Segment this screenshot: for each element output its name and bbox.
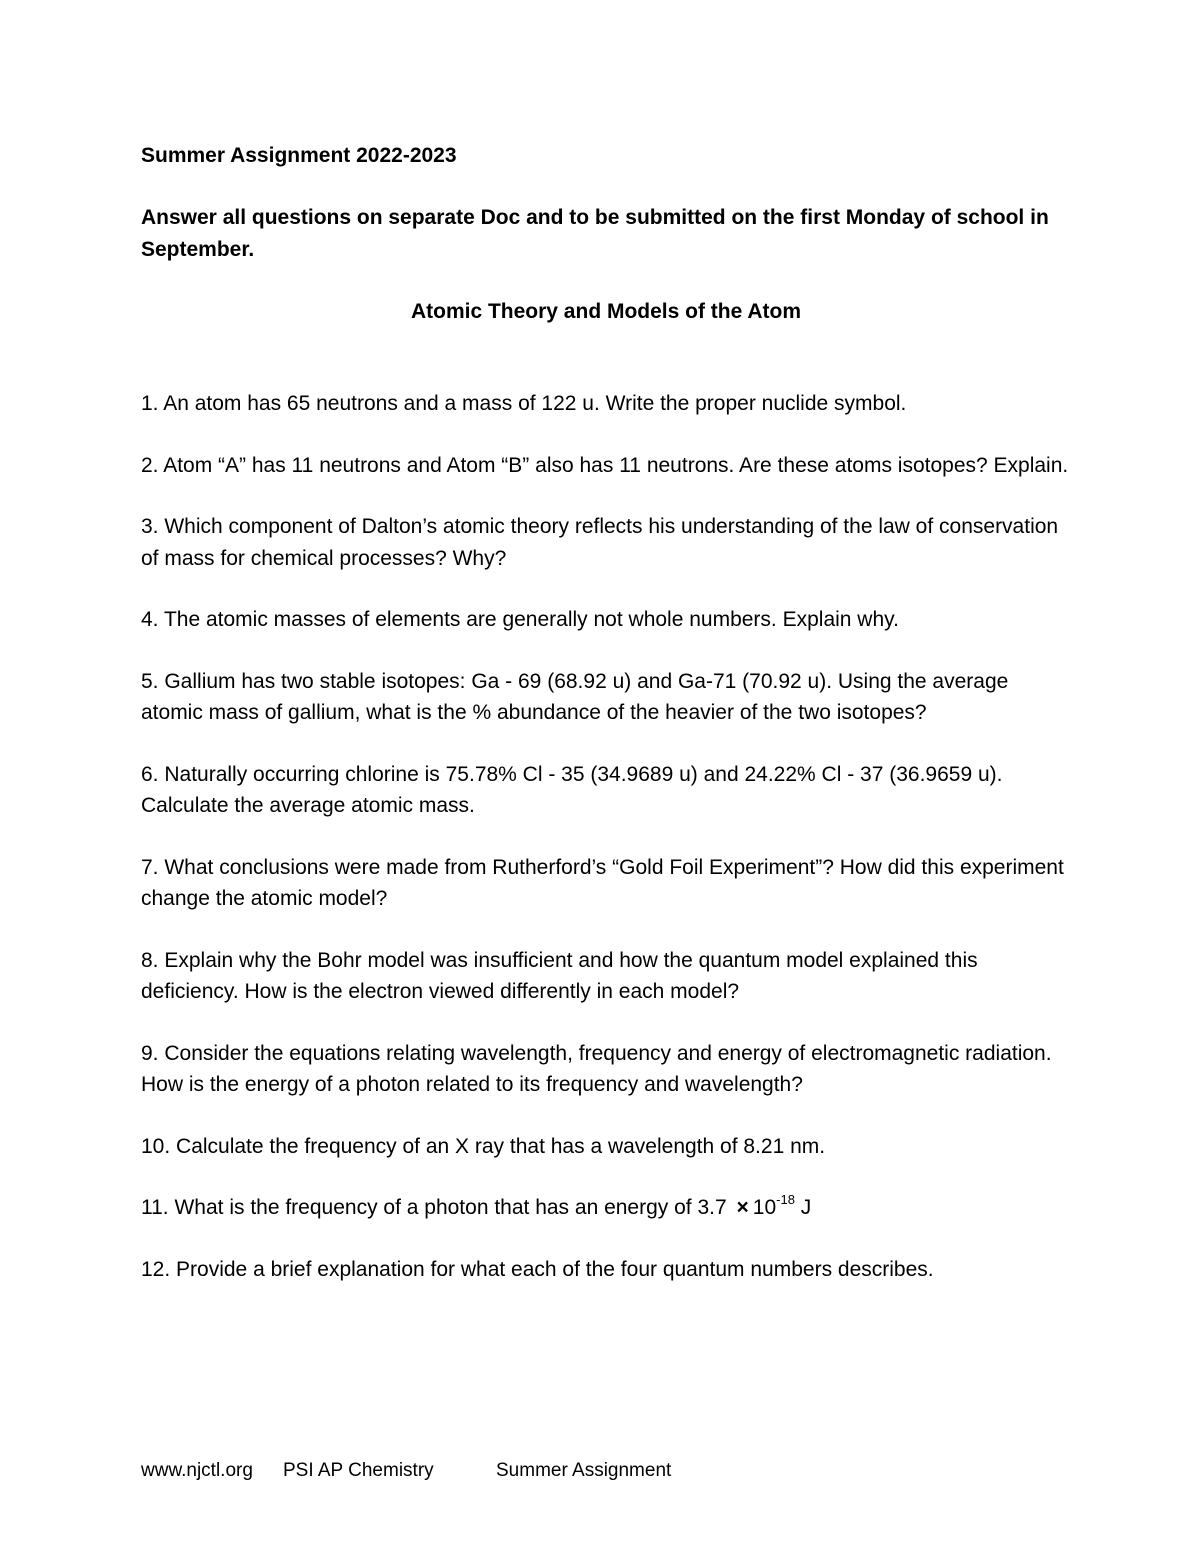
section-title: Atomic Theory and Models of the Atom bbox=[410, 300, 802, 323]
footer-course: PSI AP Chemistry bbox=[283, 1460, 434, 1481]
page-footer bbox=[141, 1459, 671, 1483]
footer-label: Summer Assignment bbox=[496, 1460, 672, 1481]
question-5: 5. Gallium has two stable isotopes: Ga - 69 (68.92 u) and Ga-71 (70.92 u). Using the average atomic mass of gallium, what is the % abundance of the heavier of the two isotopes? bbox=[141, 669, 1009, 724]
question-2: 2. Atom “A” has 11 neutrons and Atom “B” also has 11 neutrons. Are these atoms isotopes? Explain. bbox=[141, 453, 1069, 477]
question-1: 1. An atom has 65 neutrons and a mass of 122 u. Write the proper nuclide symbol. bbox=[141, 392, 907, 415]
question-11-text: 11. What is the frequency of a photon that has an energy of 3.7 bbox=[141, 1196, 727, 1219]
document-title: Summer Assignment 2022-2023 bbox=[141, 144, 457, 167]
question-12: 12. Provide a brief explanation for what each of the four quantum numbers describes. bbox=[141, 1257, 934, 1281]
energy-unit: J bbox=[800, 1196, 812, 1219]
footer-website: www.njctl.org bbox=[141, 1460, 253, 1481]
multiplication-sign: × bbox=[736, 1196, 749, 1219]
question-6: 6. Naturally occurring chlorine is 75.78% Cl - 35 (34.9689 u) and 24.22% Cl - 37 (36.9659 u). Calculate the average atomic mass. bbox=[141, 762, 1003, 817]
power-exponent: -18 bbox=[776, 1192, 795, 1207]
question-7: 7. What conclusions were made from Rutherford’s “Gold Foil Experiment”? How did this experiment change the atomic model? bbox=[141, 855, 1064, 910]
power-base: 10 bbox=[752, 1196, 777, 1219]
question-10: 10. Calculate the frequency of an X ray that has a wavelength of 8.21 nm. bbox=[141, 1134, 826, 1158]
question-list bbox=[141, 388, 1071, 1285]
question-3: 3. Which component of Dalton’s atomic theory reflects his understanding of the law of conservation of mass for chemical processes? Why? bbox=[141, 515, 1059, 570]
question-9: 9. Consider the equations relating wavelength, frequency and energy of electromagnetic radiation. How is the energy of a photon related to its frequency and wavelength? bbox=[141, 1041, 1052, 1096]
question-4: 4. The atomic masses of elements are generally not whole numbers. Explain why. bbox=[141, 608, 899, 631]
instructions-text: Answer all questions on separate Doc and to be submitted on the first Monday of school in September. bbox=[141, 206, 1049, 261]
document-body bbox=[141, 140, 1071, 1315]
question-8: 8. Explain why the Bohr model was insufficient and how the quantum model explained this deficiency. How is the electron viewed differently in each model? bbox=[141, 948, 978, 1003]
question-11 bbox=[141, 1192, 1071, 1224]
